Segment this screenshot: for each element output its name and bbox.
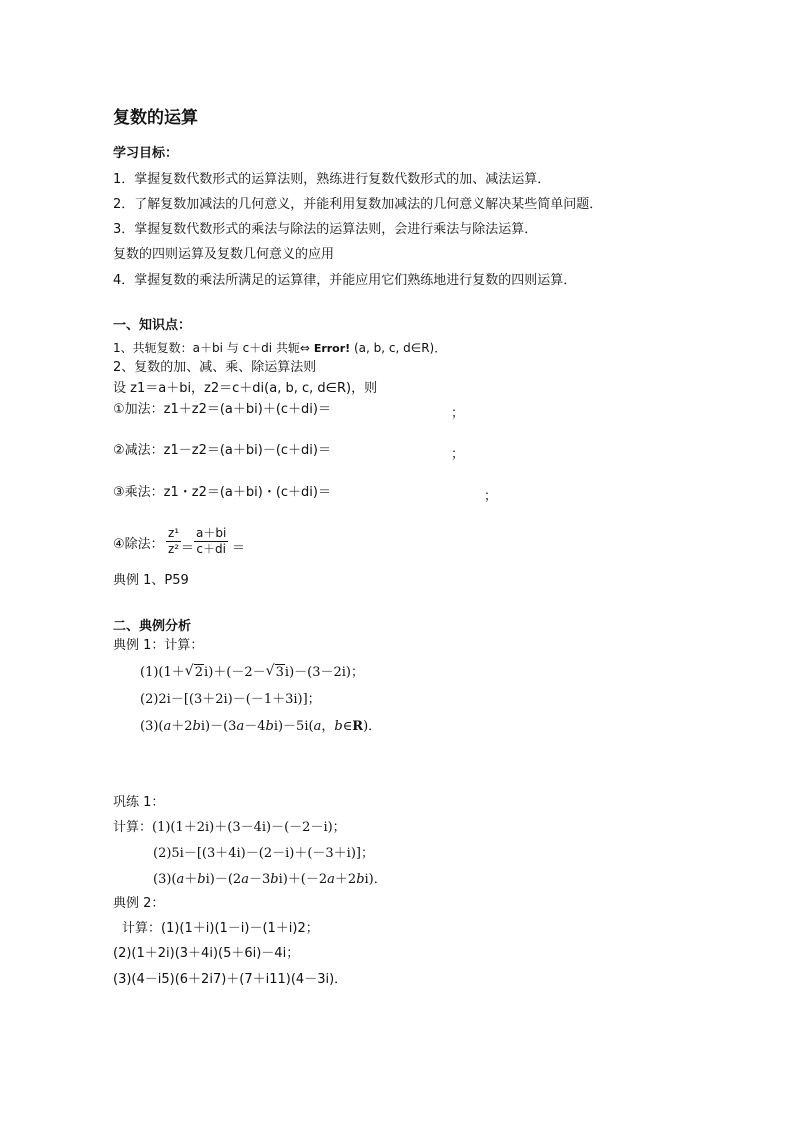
- drill-1-item-3: [153, 872, 387, 888]
- fraction-denominator: z²: [168, 542, 180, 556]
- example-1-label: 典例 1：计算：: [113, 638, 204, 653]
- expr-part: ＋: [184, 872, 198, 887]
- var-b: b: [334, 719, 343, 734]
- expr-part: ，: [321, 719, 335, 734]
- var-a: a: [163, 719, 172, 734]
- expr-part: i)－5i(: [273, 719, 314, 734]
- multiplication-line: ③乘法：z1・z2＝(a＋bi)・(c＋di)＝: [113, 485, 331, 500]
- radicand: 3: [275, 665, 284, 680]
- example-2-item-3: (3)(4－i5)(6＋2i7)＋(7＋i11)(4－3i)．: [113, 972, 348, 987]
- division-equals-2: ＝: [232, 541, 246, 556]
- addition-line: ①加法：z1＋z2＝(a＋bi)＋(c＋di)＝: [113, 402, 331, 417]
- expr-part: (3)(: [153, 872, 177, 887]
- subtraction-semicolon: ；: [451, 447, 465, 462]
- expr-part: i)－(2: [205, 872, 242, 887]
- example-2-item-2: (2)(1＋2i)(3＋4i)(5＋6i)－4i；: [113, 946, 300, 961]
- division-expression-fraction: [194, 526, 228, 557]
- expr-part: i)＋(－2: [278, 872, 328, 887]
- sqrt-2: √ 2: [184, 663, 204, 680]
- example-1-item-3: [140, 719, 381, 735]
- drill-1-item-2: (2)5i－[(3＋4i)－(2－i)＋(－3＋i)]；: [153, 846, 374, 861]
- goals-heading: 学习目标：: [113, 146, 179, 161]
- fraction-denominator: c＋di: [196, 542, 226, 556]
- goal-item-1: 1．掌握复数代数形式的运算法则，熟练进行复数代数形式的加、减法运算．: [113, 172, 551, 187]
- analysis-heading: 二、典例分析: [113, 619, 192, 634]
- expr-part: ＋2: [334, 872, 357, 887]
- var-b: b: [270, 872, 279, 887]
- expr-part: ∈: [342, 719, 353, 734]
- error-text: Error!: [313, 342, 351, 355]
- example-1-item-1: [140, 665, 364, 681]
- subtraction-line: ②减法：z1－z2＝(a＋bi)－(c＋di)＝: [113, 443, 331, 458]
- division-label: ④除法：: [113, 537, 164, 552]
- var-a: a: [176, 872, 185, 887]
- expr-part: －4: [244, 719, 266, 734]
- goal-item-3: 3．掌握复数代数形式的乘法与除法的运算法则，会进行乘法与除法运算．: [113, 222, 538, 237]
- example-2-item-1: 计算：(1)(1＋i)(1－i)－(1＋i)2；: [122, 921, 319, 936]
- knowledge-heading: 一、知识点：: [113, 318, 192, 333]
- var-a: a: [327, 872, 335, 887]
- var-b: b: [197, 872, 206, 887]
- example-reference: 典例 1、P59: [113, 573, 189, 588]
- expr-part: i)＋(－2－: [204, 665, 266, 680]
- sqrt-3: √ 3: [265, 663, 284, 680]
- radicand: 2: [194, 665, 204, 680]
- var-b: b: [192, 719, 201, 734]
- expr-part: －3: [248, 872, 271, 887]
- goal-item-focus: 复数的四则运算及复数几何意义的应用: [113, 247, 335, 262]
- operations-heading: 2、复数的加、减、乘、除运算法则: [113, 360, 317, 375]
- var-a: a: [313, 719, 322, 734]
- drill-1-item-1: 计算：(1)(1＋2i)＋(3－4i)－(－2－i)；: [113, 820, 346, 835]
- example-1-item-2: (2)2i－[(3＋2i)－(－1＋3i)]；: [140, 692, 321, 707]
- expr-part: i)．: [364, 872, 387, 887]
- fraction-numerator: z¹: [168, 526, 180, 540]
- expr-part: (3)(: [140, 719, 164, 734]
- addition-semicolon: ；: [451, 406, 465, 421]
- goal-item-2: 2．了解复数加减法的几何意义，并能利用复数加减法的几何意义解决某些简单问题．: [113, 197, 603, 212]
- expr-part: )．: [363, 719, 382, 734]
- goal-item-4: 4．掌握复数的乘法所满足的运算律，并能应用它们熟练地进行复数的四则运算．: [113, 273, 577, 288]
- multiplication-semicolon: ；: [484, 489, 498, 504]
- conjugate-suffix: (a, b, c, d∈R)．: [350, 341, 447, 355]
- conjugate-prefix: 1、共轭复数：a＋bi 与 c＋di 共轭⇔: [113, 341, 314, 355]
- division-z-fraction: [166, 526, 181, 557]
- conjugate-line: [113, 340, 446, 357]
- fraction-numerator: a＋bi: [196, 526, 227, 540]
- var-a: a: [236, 719, 245, 734]
- expr-part: (1)(1＋: [140, 665, 185, 680]
- set-r: R: [352, 719, 364, 734]
- setup-line: 设 z1＝a＋bi，z2＝c＋di(a, b, c, d∈R)，则: [113, 381, 378, 396]
- drill-1-label: 巩练 1：: [113, 795, 165, 810]
- example-2-label: 典例 2：: [113, 896, 165, 911]
- division-equals-1: ＝: [181, 541, 195, 556]
- var-b: b: [265, 719, 274, 734]
- expr-part: i)－(3－2i)；: [284, 665, 364, 680]
- var-a: a: [241, 872, 249, 887]
- expr-part: i)－(3: [200, 719, 237, 734]
- expr-part: ＋2: [171, 719, 193, 734]
- var-b: b: [356, 872, 365, 887]
- page-title: 复数的运算: [113, 108, 198, 128]
